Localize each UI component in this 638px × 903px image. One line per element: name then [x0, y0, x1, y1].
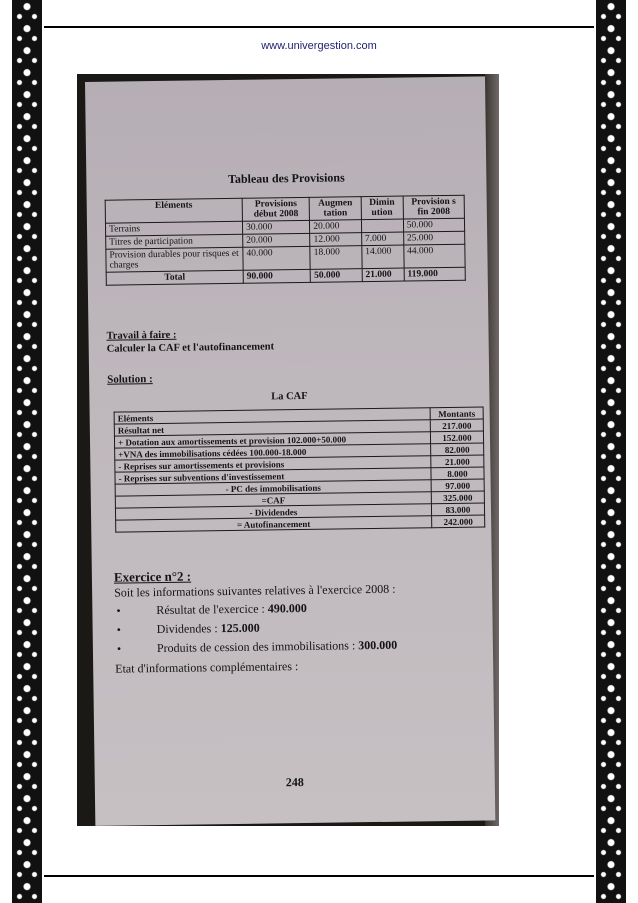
page-number: 248 [285, 775, 304, 790]
item-text: Résultat de l'exercice : [156, 601, 268, 618]
total-fin: 119.000 [404, 267, 465, 281]
row-label: - Dividendes [115, 504, 431, 520]
row-amount: 325.000 [431, 491, 484, 504]
total-diminution: 21.000 [362, 268, 404, 282]
cell-debut: 30.000 [242, 220, 309, 234]
row-label: - Reprises sur amortissements et provisions [115, 456, 431, 472]
site-url: www.univergestion.com [261, 40, 377, 52]
row-label: =CAF [115, 492, 431, 508]
total-debut: 90.000 [243, 269, 310, 283]
book-photo [77, 74, 499, 826]
provisions-table-title: Tableau des Provisions [227, 170, 345, 187]
cell-diminution: 14.000 [362, 245, 404, 269]
column-header: Augmen tation [309, 197, 361, 221]
item-text: Produits de cession des immobilisations : [156, 638, 359, 656]
cell-debut: 40.000 [243, 246, 311, 270]
row-amount: 8.000 [431, 467, 484, 480]
cell-diminution: 7.000 [361, 232, 403, 246]
task-heading: Travail à faire : [106, 329, 177, 342]
column-header: Provisions début 2008 [242, 197, 310, 221]
row-amount: 21.000 [431, 455, 484, 468]
exercise-extra: Etat d'informations complémentaires : [115, 659, 299, 676]
book-page [85, 76, 495, 826]
task-block [106, 327, 274, 355]
row-label: Résultat net [114, 420, 430, 436]
list-item [115, 638, 398, 661]
row-label: Terrains [105, 221, 242, 236]
total-augmentation: 50.000 [310, 269, 362, 283]
task-text: Calculer la CAF et l'autofinancement [106, 341, 275, 355]
row-amount: 217.000 [430, 419, 483, 432]
row-amount: 97.000 [431, 479, 484, 492]
row-label: Provision durables pour risques et charges [106, 247, 243, 272]
row-label: +VNA des immobilisations cédées 100.000-18.000 [115, 444, 431, 460]
column-header: Eléments [114, 408, 430, 424]
cell-augmentation: 20.000 [310, 220, 362, 234]
provisions-table [105, 195, 466, 286]
column-header: Provision s fin 2008 [403, 195, 465, 219]
cell-augmentation: 18.000 [310, 246, 362, 270]
row-label: - Reprises sur subventions d'investissement [115, 468, 431, 484]
cell-fin: 25.000 [403, 231, 464, 245]
caf-table-title: La CAF [271, 390, 308, 403]
cell-diminution [361, 219, 403, 233]
item-value: 300.000 [358, 637, 398, 653]
item-value: 490.000 [267, 600, 307, 616]
caf-table [114, 406, 486, 532]
decorative-border-right [596, 0, 626, 903]
exercise-list [114, 600, 397, 661]
exercise-title: Exercice n°2 : [113, 568, 192, 585]
row-label: = Autofinancement [116, 516, 432, 532]
cell-debut: 20.000 [243, 233, 310, 247]
cell-fin: 50.000 [403, 218, 464, 232]
cell-fin: 44.000 [404, 244, 466, 268]
row-label: + Dotation aux amortissements et provision 102.000+50.000 [114, 432, 430, 448]
row-amount: 152.000 [430, 431, 483, 444]
item-text: Dividendes : [156, 621, 221, 637]
column-header: Dimin ution [361, 196, 403, 220]
row-amount: 82.000 [431, 443, 484, 456]
row-amount: 83.000 [431, 503, 484, 516]
column-header: Eléments [105, 198, 242, 223]
exercise-intro: Soit les informations suivantes relatives à l'exercice 2008 : [114, 581, 396, 600]
decorative-border-left [12, 0, 42, 903]
row-amount: 242.000 [432, 515, 485, 528]
total-label: Total [106, 270, 243, 285]
solution-heading: Solution : [107, 373, 153, 386]
row-label: - PC des immobilisations [115, 480, 431, 496]
item-value: 125.000 [220, 620, 260, 636]
row-label: Titres de participation [106, 234, 243, 249]
column-header: Montants [430, 407, 483, 420]
cell-augmentation: 12.000 [310, 233, 362, 247]
